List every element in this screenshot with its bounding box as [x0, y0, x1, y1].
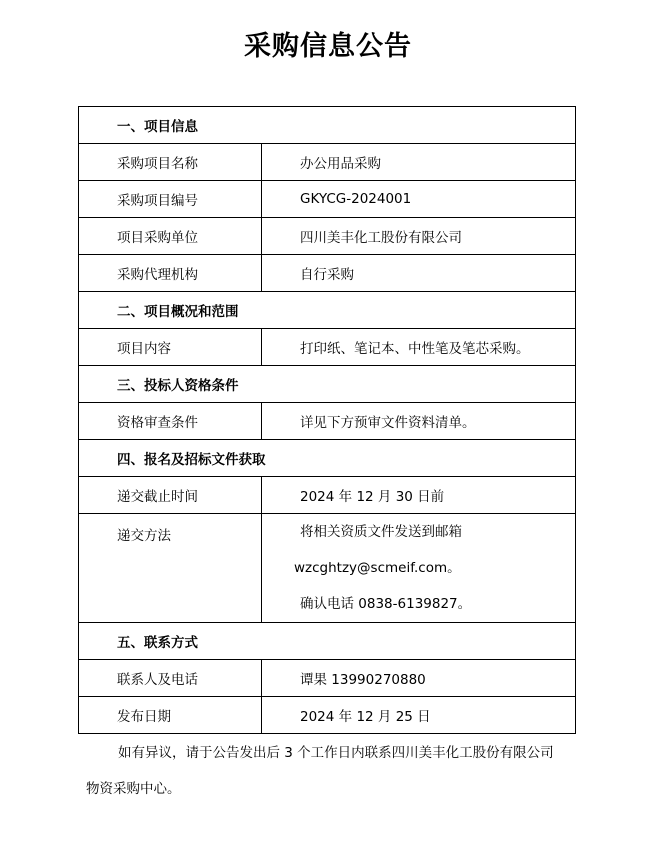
table-row [79, 403, 576, 440]
section-heading-qualification: 三、投标人资格条件 [79, 366, 576, 403]
info-table [78, 106, 576, 734]
table-row [79, 218, 576, 255]
section-heading-project-info: 一、项目信息 [79, 107, 576, 144]
contact-value: 谭果 13990270880 [262, 660, 576, 697]
agency-value: 自行采购 [262, 255, 576, 292]
content-value: 打印纸、笔记本、中性笔及笔芯采购。 [262, 329, 576, 366]
deadline-label: 递交截止时间 [79, 477, 262, 514]
section-row [79, 292, 576, 329]
footer-note [86, 735, 576, 807]
deadline-value: 2024 年 12 月 30 日前 [262, 477, 576, 514]
section-heading-registration: 四、报名及招标文件获取 [79, 440, 576, 477]
table-row [79, 329, 576, 366]
table-row [79, 514, 576, 623]
section-row [79, 107, 576, 144]
purchaser-label: 项目采购单位 [79, 218, 262, 255]
table-row [79, 144, 576, 181]
section-row [79, 440, 576, 477]
method-line-phone: 确认电话 0838-6139827。 [300, 596, 472, 612]
table-row [79, 697, 576, 734]
section-heading-overview: 二、项目概况和范围 [79, 292, 576, 329]
table-row [79, 660, 576, 697]
contact-label: 联系人及电话 [79, 660, 262, 697]
section-row [79, 366, 576, 403]
project-name-value: 办公用品采购 [262, 144, 576, 181]
project-number-label: 采购项目编号 [79, 181, 262, 218]
method-label: 递交方法 [79, 514, 262, 623]
agency-label: 采购代理机构 [79, 255, 262, 292]
qualification-value: 详见下方预审文件资料清单。 [262, 403, 576, 440]
page-title: 采购信息公告 [244, 31, 412, 62]
table-row [79, 477, 576, 514]
publish-date-value: 2024 年 12 月 25 日 [262, 697, 576, 734]
project-name-label: 采购项目名称 [79, 144, 262, 181]
qualification-label: 资格审查条件 [79, 403, 262, 440]
project-number-value: GKYCG-2024001 [262, 181, 576, 218]
footer-line [86, 735, 576, 771]
footer-text-line2: 物资采购中心。 [86, 781, 181, 797]
table-row [79, 255, 576, 292]
table-row [79, 181, 576, 218]
section-heading-contact: 五、联系方式 [79, 623, 576, 660]
purchaser-value: 四川美丰化工股份有限公司 [262, 218, 576, 255]
footer-text-line1: 如有异议，请于公告发出后 3 个工作日内联系四川美丰化工股份有限公司 [118, 745, 554, 761]
content-label: 项目内容 [79, 329, 262, 366]
section-row [79, 623, 576, 660]
method-value [262, 514, 576, 623]
method-line-email: wzcghtzy@scmeif.com。 [294, 560, 461, 576]
method-line-email-instruction: 将相关资质文件发送到邮箱 [300, 524, 462, 540]
publish-date-label: 发布日期 [79, 697, 262, 734]
